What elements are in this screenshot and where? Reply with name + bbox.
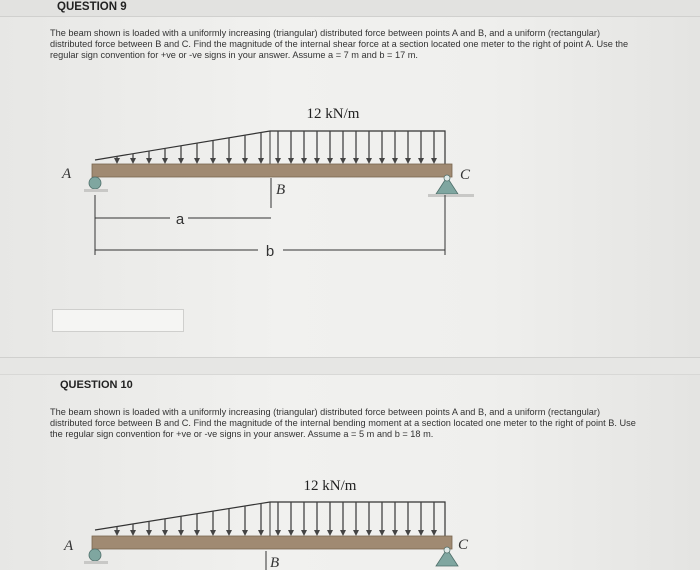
question-10-text: The beam shown is loaded with a uniformly increasing (triangular) distributed force between points A and B, and a uniform (rectangular) distributed force between B and C. Find the magnitude of the internal bending moment at a section located one meter to the right of point B. Use the regular sign convention for +ve or -ve signs in your answer. Assume a = 5 m and b = 18 m.	[50, 407, 636, 439]
roller-support-a	[89, 549, 101, 561]
load-arrow-head	[130, 530, 136, 536]
load-arrow-head	[431, 530, 437, 536]
load-arrow-head	[340, 530, 346, 536]
load-arrow-head	[314, 530, 320, 536]
load-arrow-head	[178, 158, 184, 164]
point-a-label: A	[64, 538, 74, 554]
load-arrow-head	[114, 530, 120, 536]
question-10-title: QUESTION 10	[60, 379, 133, 391]
load-arrow-head	[242, 158, 248, 164]
load-arrow-head	[405, 158, 411, 164]
load-arrow-head	[226, 158, 232, 164]
load-arrow-head	[327, 530, 333, 536]
load-arrow-head	[379, 158, 385, 164]
question-10-beam-figure	[0, 468, 700, 570]
load-arrows	[114, 131, 437, 164]
question-9-text: The beam shown is loaded with a uniformly increasing (triangular) distributed force between points A and B, and a uniform (rectangular) distributed force between B and C. Find the magnitude of the internal shear force at a section located one meter to the right of point A. Use the regular sign convention for +ve or -ve signs in your answer. Assume a = 7 m and b = 17 m.	[50, 28, 629, 60]
load-arrow-head	[301, 530, 307, 536]
point-c-label: C	[458, 537, 469, 553]
load-arrow-head	[379, 530, 385, 536]
load-arrow-head	[405, 530, 411, 536]
load-arrow-head	[146, 530, 152, 536]
load-arrow-head	[353, 530, 359, 536]
load-arrow-head	[275, 158, 281, 164]
load-arrow-head	[353, 158, 359, 164]
load-arrow-head	[288, 530, 294, 536]
beam	[92, 164, 452, 177]
load-arrow-head	[301, 158, 307, 164]
load-arrow-head	[242, 530, 248, 536]
ground-c	[428, 194, 474, 197]
load-arrow-head	[431, 158, 437, 164]
load-arrow-head	[275, 530, 281, 536]
point-b-label: B	[276, 182, 286, 198]
question-9-beam-figure	[0, 90, 700, 275]
load-arrow-head	[210, 158, 216, 164]
point-b-label: B	[270, 555, 280, 570]
load-arrow-head	[392, 158, 398, 164]
load-arrow-head	[366, 158, 372, 164]
load-arrow-head	[210, 530, 216, 536]
load-label: 12 kN/m	[306, 106, 360, 122]
load-arrow-head	[418, 530, 424, 536]
load-arrow-head	[130, 158, 136, 164]
dimension-b-label: b	[265, 243, 275, 260]
load-arrow-head	[327, 158, 333, 164]
load-label: 12 kN/m	[303, 478, 357, 494]
load-arrow-head	[194, 530, 200, 536]
load-arrow-head	[114, 158, 120, 164]
beam	[92, 536, 452, 549]
ground-a	[84, 561, 108, 564]
load-arrow-head	[418, 158, 424, 164]
load-arrow-head	[162, 158, 168, 164]
point-a-label: A	[62, 166, 72, 182]
load-arrow-head	[162, 530, 168, 536]
load-arrow-head	[194, 158, 200, 164]
question-9-title: QUESTION 9	[57, 1, 127, 13]
load-arrow-head	[340, 158, 346, 164]
load-arrow-head	[392, 530, 398, 536]
ground-a	[84, 189, 108, 192]
load-arrow-head	[366, 530, 372, 536]
load-arrow-head	[288, 158, 294, 164]
point-c-label: C	[460, 167, 471, 183]
load-arrow-head	[178, 530, 184, 536]
question-9-answer-input[interactable]	[52, 309, 184, 332]
question-separator	[0, 357, 700, 375]
load-arrow-head	[226, 530, 232, 536]
roller-support-a	[89, 177, 101, 189]
load-arrow-head	[258, 158, 264, 164]
load-arrow-head	[258, 530, 264, 536]
load-arrow-head	[314, 158, 320, 164]
dimension-a-label: a	[175, 211, 185, 228]
load-arrow-head	[146, 158, 152, 164]
